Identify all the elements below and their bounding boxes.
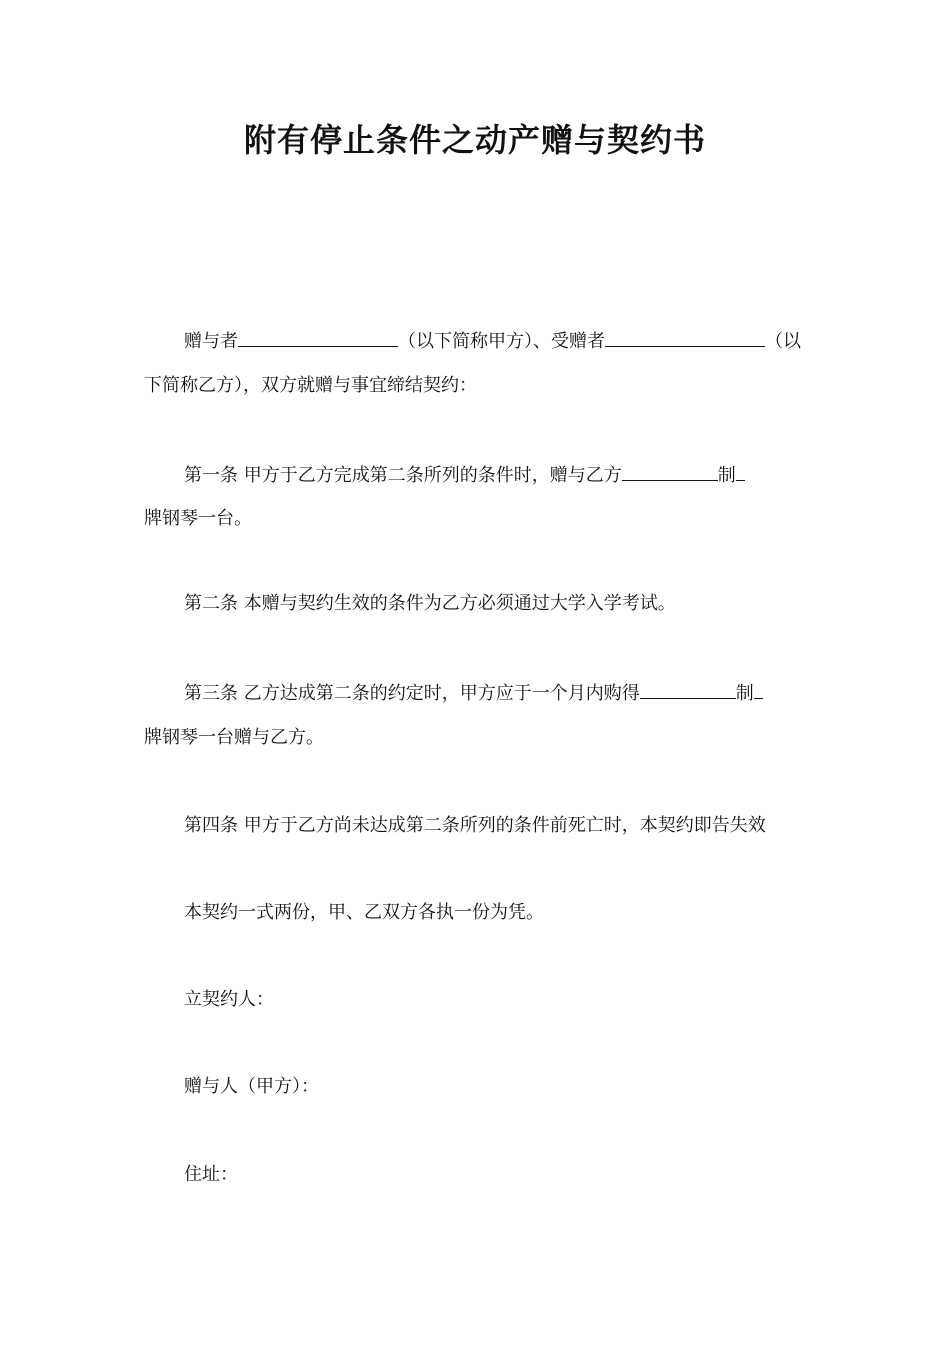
article-1-trailing-blank[interactable] [736,460,745,481]
intro-line-1 [184,326,801,356]
donor-signature-label: 赠与人（甲方）： [184,1076,319,1097]
intro-end-text: （以 [765,331,801,352]
donor-name-blank[interactable] [238,326,398,347]
article-3-brand-blank[interactable] [640,678,736,699]
signatories-heading: 立契约人： [184,989,274,1010]
copies-statement: 本契约一式两份，甲、乙双方各执一份为凭。 [184,902,544,923]
article-3-line-2: 牌钢琴一台赠与乙方。 [144,727,324,748]
article-4: 第四条 甲方于乙方尚未达成第二条所列的条件前死亡时，本契约即告失效 [184,815,766,836]
intro-middle-text: （以下简称甲方）、受赠者 [398,331,605,352]
article-3-text: 第三条 乙方达成第二条的约定时，甲方应于一个月内购得 [184,683,640,704]
document-title: 附有停止条件之动产赠与契约书 [243,121,706,159]
donee-name-blank[interactable] [605,326,765,347]
article-1-line-2: 牌钢琴一台。 [144,508,252,529]
article-3-line-1 [184,678,763,708]
article-1-line-1 [184,460,745,490]
article-2: 第二条 本赠与契约生效的条件为乙方必须通过大学入学考试。 [184,593,676,614]
article-3-made-text: 制 [735,683,754,704]
intro-donor-label: 赠与者 [184,331,238,352]
article-1-text: 第一条 甲方于乙方完成第二条所列的条件时，赠与乙方 [184,465,622,486]
article-1-brand-blank[interactable] [622,460,718,481]
article-1-made-text: 制 [717,465,736,486]
address-label: 住址： [184,1164,238,1185]
intro-line-2: 下简称乙方），双方就赠与事宜缔结契约： [144,375,477,396]
article-3-trailing-blank[interactable] [754,678,763,699]
